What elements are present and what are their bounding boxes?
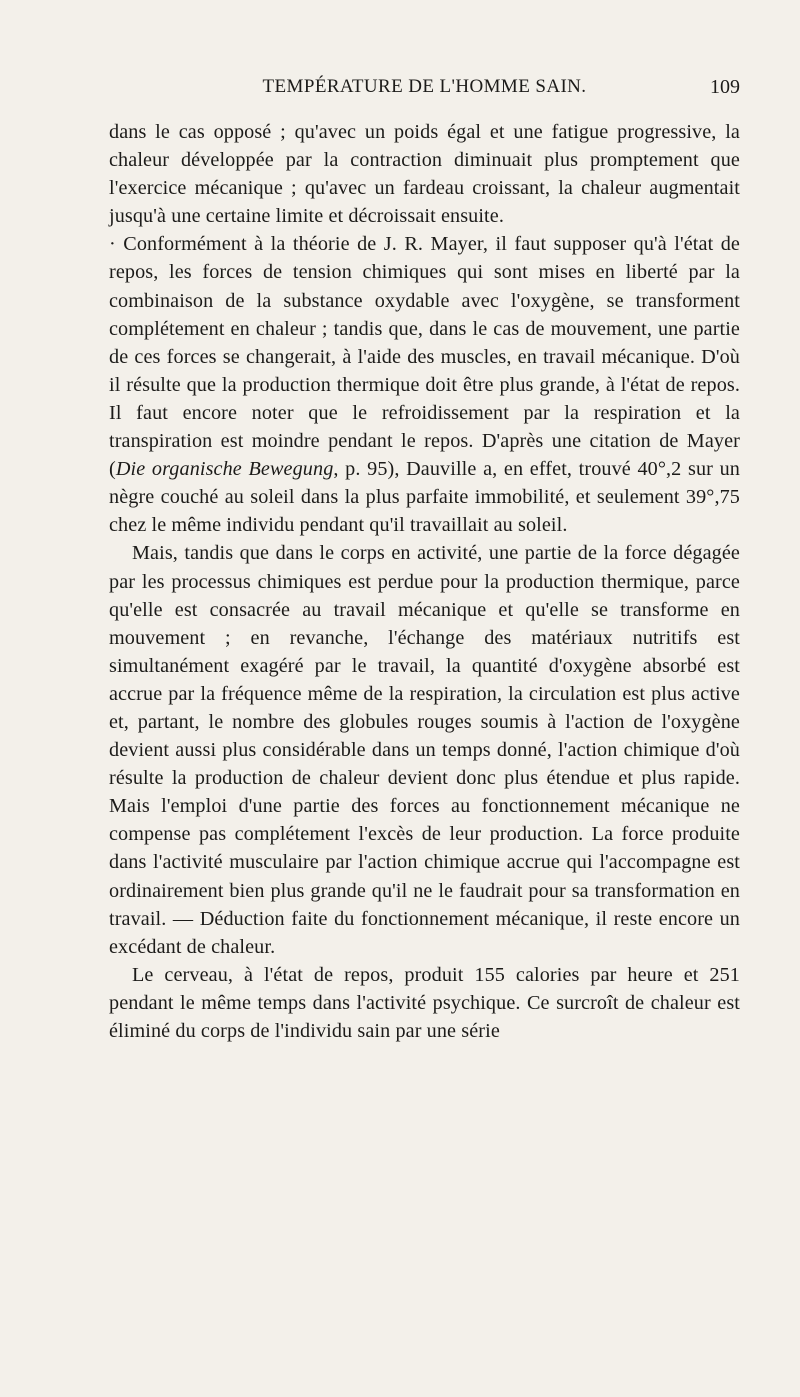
paragraph-2 — [109, 230, 740, 539]
paragraph-3: Mais, tandis que dans le corps en activité, une partie de la force dégagée par les processus chimiques est perdue pour la production thermique, parce qu'elle est consacrée au travail mécanique et qu'elle se transforme en mouvement ; en revanche, l'échange des matériaux nutritifs est simultanément exagéré par le travail, la quantité d'oxygène absorbé est accrue par la fréquence même de la respiration, la circulation est plus active et, partant, le nombre des globules rouges soumis à l'action de l'oxygène devient aussi plus considérable dans un temps donné, l'action chimique d'où résulte la production de chaleur devient donc plus étendue et plus rapide. Mais l'emploi d'une partie des forces au fonctionnement mécanique ne compense pas complétement l'excès de leur production. La force produite dans l'activité musculaire par l'action chimique accrue qui l'accompagne est ordinairement bien plus grande qu'il ne le faudrait pour sa transformation en travail. — Déduction faite du fonctionnement mécanique, il reste encore un excédant de chaleur. — [109, 542, 740, 958]
running-title: TEMPÉRATURE DE L'HOMME SAIN. — [262, 76, 587, 97]
paragraph-2-text-after-citation: , p. 95), Dauville a, en effet, trouvé 40°,2 sur un nègre couché au soleil dans la plus parfaite immobilité, et seulement 39°,75 chez le même individu pendant qu'il travaillait au soleil. — [109, 458, 740, 537]
paragraph-2-text-before-citation: · Conformément à la théorie de J. R. Mayer, il faut supposer qu'à l'état de repos, les forces de tension chimiques qui sont mises en liberté par la combinaison de la substance oxydable avec l'oxygène, se transforment complétement en chaleur ; tandis que, dans le cas de mouvement, une partie de ces forces se changerait, à l'aide des muscles, en travail mécanique. D'où il résulte que la production thermique doit être plus grande, à l'état de repos. Il faut encore noter que le refroidissement par la respiration et la transpiration est moindre pendant le repos. D'après une citation de Mayer ( — [109, 233, 740, 481]
paragraph-4: Le cerveau, à l'état de repos, produit 155 calories par heure et 251 pendant le même temps dans l'activité psychique. Ce surcroît de chaleur est éliminé du corps de l'individu sain par une série — [109, 963, 740, 1042]
citation-title: Die organische Bewegung — [115, 458, 334, 481]
book-page — [0, 76, 800, 1397]
body-text — [109, 118, 740, 1045]
page-number: 109 — [710, 76, 740, 98]
paragraph-1: dans le cas opposé ; qu'avec un poids égal et une fatigue progressive, la chaleur développée par la contraction diminuait plus promptement que l'exercice mécanique ; qu'avec un fardeau croissant, la chaleur augmentait jusqu'à une certaine limite et décroissait ensuite. — [109, 121, 740, 228]
running-head — [109, 76, 740, 118]
